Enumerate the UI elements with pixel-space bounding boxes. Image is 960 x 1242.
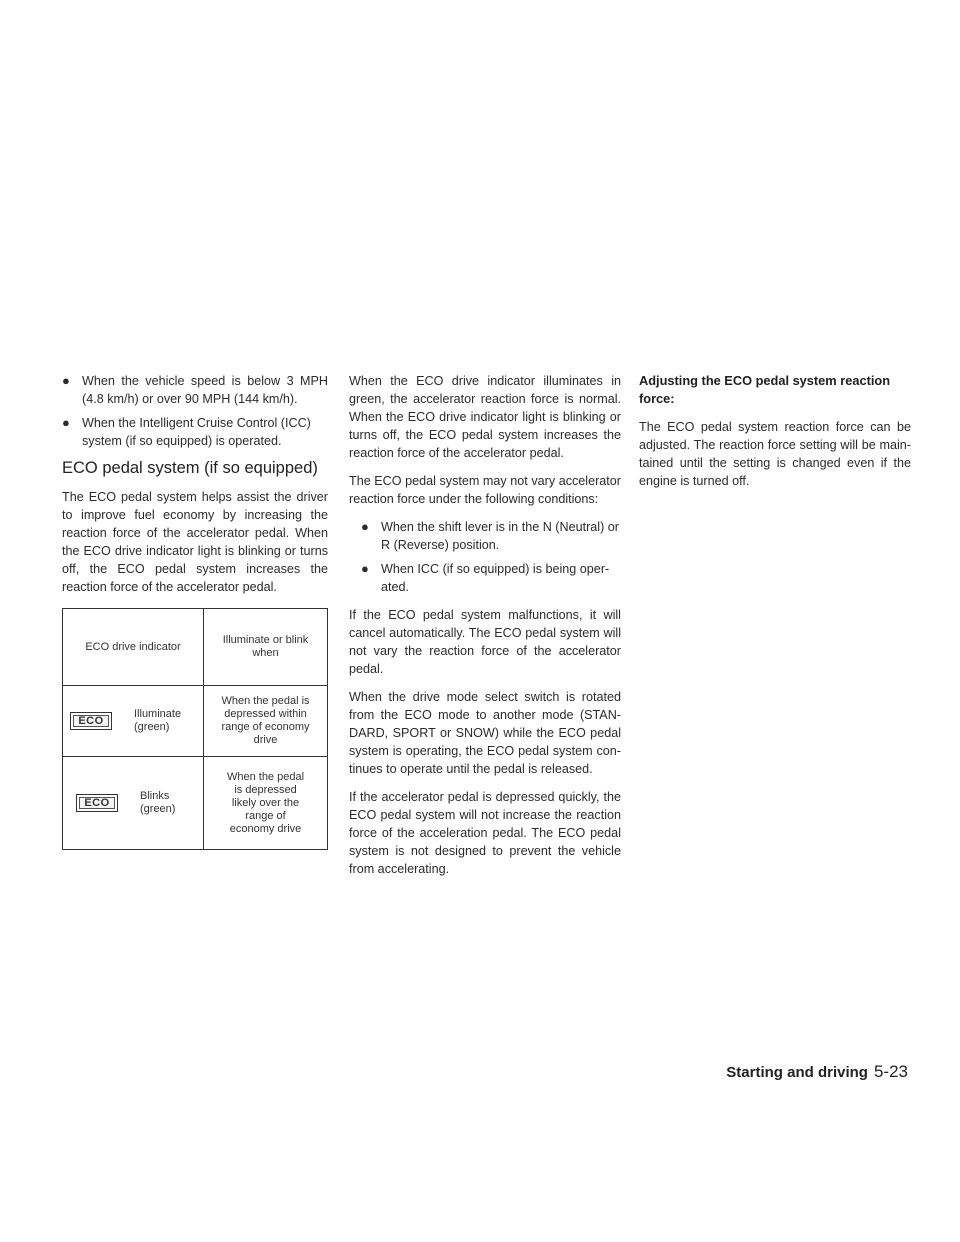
bullet-icon: ● <box>361 561 369 576</box>
header-text: Illuminate or blink when <box>222 634 309 659</box>
table-header-cell: ECO drive indicator <box>63 609 204 686</box>
bullet-icon: ● <box>62 373 70 388</box>
list-item <box>62 372 328 408</box>
table-row <box>63 757 328 850</box>
indicator-cell <box>63 686 204 757</box>
bullet-text: When the Intelligent Cruise Control (ICC) system (if so equipped) is operated. <box>82 416 311 448</box>
bullet-icon: ● <box>62 415 70 430</box>
page-number: 5-23 <box>873 1062 908 1081</box>
condition-cell <box>204 757 328 850</box>
intro-paragraph: The ECO pedal system helps assist the driver to improve fuel economy by increasing the reaction force of the accelerator pedal. When the ECO drive indicator light is blinking or turns off, the ECO pedal system increases the reaction force of the accelerator pedal. <box>62 490 328 594</box>
paragraph: When the ECO drive indicator illuminates in green, the accelerator reaction force is normal. When the ECO drive indicator light is blinking or turns off, the ECO pedal system increases the reaction force of the accelerator pedal. <box>349 374 621 460</box>
condition-text: When the pedal is depressed within range of economy drive <box>221 695 310 746</box>
indicator-cell <box>63 757 204 850</box>
bullet-icon: ● <box>361 519 369 534</box>
indicator-state: Blinks (green) <box>140 790 176 815</box>
list-item <box>62 414 328 450</box>
table-header-row <box>63 609 328 686</box>
condition-text: When the pedal is depressed likely over the range of economy drive <box>226 770 305 835</box>
column-1 <box>62 372 328 850</box>
paragraph: If the ECO pedal system malfunctions, it will cancel automatically. The ECO pedal system will not vary the reaction force of the accelerator pedal. <box>349 608 621 676</box>
paragraph: The ECO pedal system may not vary accelerator reaction force under the following conditions: <box>349 474 621 506</box>
section-heading: ECO pedal system (if so equipped) <box>62 459 318 477</box>
eco-indicator-table <box>62 608 328 850</box>
paragraph: If the accelerator pedal is depressed quickly, the ECO pedal system will not increase the reaction force of the acceleration pedal. The ECO pedal system is not designed to prevent the vehicle from accelerating. <box>349 790 621 876</box>
section-name: Starting and driving <box>726 1064 868 1081</box>
condition-list <box>349 518 621 596</box>
condition-cell <box>204 686 328 757</box>
indicator-state: Illuminate (green) <box>134 708 182 733</box>
column-2 <box>349 372 621 888</box>
list-item <box>361 518 621 554</box>
bullet-text: When the shift lever is in the N (Neutral) or R (Reverse) position. <box>381 520 619 552</box>
subsection-heading: Adjusting the ECO pedal system reaction force: <box>639 373 891 406</box>
bullet-text: When ICC (if so equipped) is being oper-ated. <box>381 562 610 594</box>
column-3 <box>639 372 911 490</box>
bullet-text: When the vehicle speed is below 3 MPH (4.8 km/h) or over 90 MPH (144 km/h). <box>82 374 328 406</box>
table-row <box>63 686 328 757</box>
paragraph: When the drive mode select switch is rotated from the ECO mode to another mode (STAN-DARD, SPORT or SNOW) while the ECO pedal system is operating, the ECO pedal system con-tinues to operate until the pedal is released. <box>349 690 621 776</box>
eco-indicator-icon: ECO <box>70 712 112 730</box>
eco-indicator-icon: ECO <box>76 794 118 812</box>
page-footer <box>726 1062 908 1082</box>
paragraph: The ECO pedal system reaction force can be adjusted. The reaction force setting will be main-tained until the setting is changed even if the engine is turned off. <box>639 420 911 488</box>
list-item <box>361 560 621 596</box>
table-header-cell <box>204 609 328 686</box>
